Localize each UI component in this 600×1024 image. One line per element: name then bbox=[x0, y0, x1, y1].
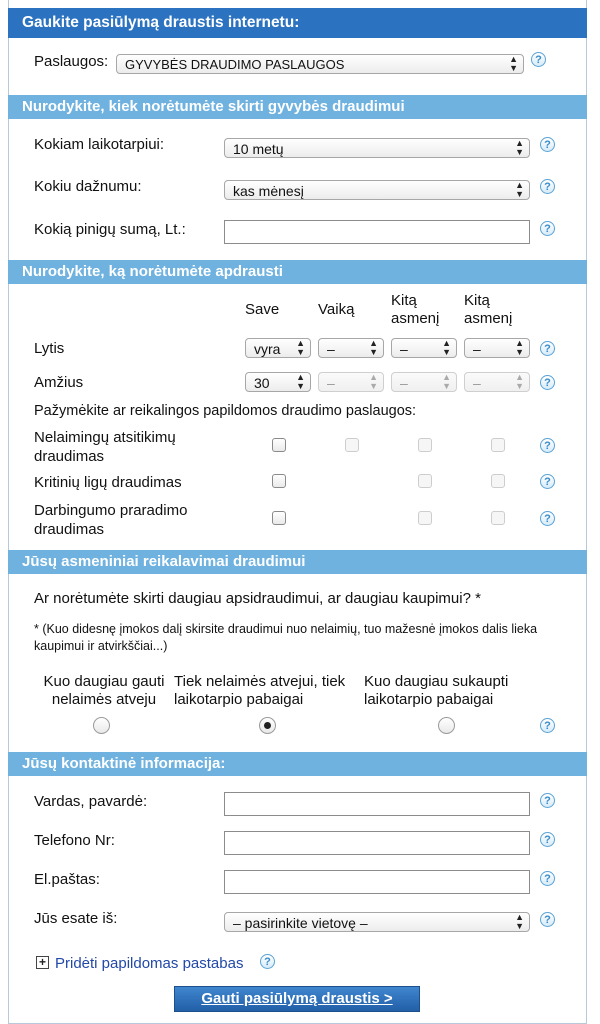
help-icon[interactable]: ? bbox=[540, 137, 555, 152]
option-radio-savings[interactable] bbox=[438, 717, 455, 734]
column-other-person-2: Kitą asmenį bbox=[464, 292, 513, 327]
help-icon[interactable]: ? bbox=[540, 511, 555, 526]
accident-checkbox-other-1[interactable] bbox=[418, 438, 432, 452]
select-arrows-icon: ▲ ▼ bbox=[515, 138, 524, 157]
option-radio-balanced[interactable] bbox=[259, 717, 276, 734]
section-contact-title: Jūsų kontaktinė informacija: bbox=[8, 752, 587, 776]
location-select[interactable]: – pasirinkite vietovę – ▲ ▼ bbox=[224, 912, 530, 932]
help-icon[interactable]: ? bbox=[540, 438, 555, 453]
section-requirements-title: Jūsų asmeniniai reikalavimai draudimui bbox=[8, 550, 587, 574]
column-child: Vaiką bbox=[318, 301, 355, 318]
extra-accident-label: Nelaimingų atsitikimų draudimas bbox=[34, 429, 176, 465]
help-icon[interactable]: ? bbox=[540, 832, 555, 847]
select-arrows-icon: ▲ ▼ bbox=[515, 372, 524, 391]
select-arrows-icon: ▲ ▼ bbox=[369, 338, 378, 357]
help-icon[interactable]: ? bbox=[540, 474, 555, 489]
gender-select-other-1[interactable]: – ▲ ▼ bbox=[391, 338, 457, 358]
select-arrows-icon: ▲ ▼ bbox=[515, 338, 524, 357]
extra-services-label: Pažymėkite ar reikalingos papildomos draudimo paslaugos: bbox=[34, 403, 417, 419]
section-amount-title: Nurodykite, kiek norėtumėte skirti gyvybės draudimui bbox=[8, 95, 587, 119]
column-other-person-1: Kitą asmenį bbox=[391, 292, 440, 327]
extra-critical-illness-label: Kritinių ligų draudimas bbox=[34, 474, 182, 491]
help-icon[interactable]: ? bbox=[540, 871, 555, 886]
phone-label: Telefono Nr: bbox=[34, 832, 115, 849]
select-arrows-icon: ▲ ▼ bbox=[442, 372, 451, 391]
name-label: Vardas, pavardė: bbox=[34, 793, 148, 810]
section-insured-title: Nurodykite, ką norėtumėte apdrausti bbox=[8, 260, 587, 284]
age-select-child[interactable]: – ▲ ▼ bbox=[318, 372, 384, 392]
location-label: Jūs esate iš: bbox=[34, 910, 118, 927]
select-arrows-icon: ▲ ▼ bbox=[509, 54, 518, 73]
accident-checkbox-child[interactable] bbox=[345, 438, 359, 452]
select-arrows-icon: ▲ ▼ bbox=[442, 338, 451, 357]
help-icon[interactable]: ? bbox=[540, 341, 555, 356]
help-icon[interactable]: ? bbox=[531, 52, 546, 67]
select-arrows-icon: ▲ ▼ bbox=[515, 180, 524, 199]
option-label-savings: Kuo daugiau sukaupti laikotarpio pabaigai bbox=[364, 673, 509, 708]
disability-checkbox-self[interactable] bbox=[272, 511, 286, 525]
select-arrows-icon: ▲ ▼ bbox=[369, 372, 378, 391]
name-input[interactable] bbox=[224, 792, 530, 816]
gender-select-self[interactable]: vyra ▲ ▼ bbox=[245, 338, 311, 358]
option-label-balanced: Tiek nelaimės atvejui, tiek laikotarpio pabaigai bbox=[174, 673, 346, 708]
accident-checkbox-self[interactable] bbox=[272, 438, 286, 452]
option-radio-accident[interactable] bbox=[93, 717, 110, 734]
help-icon[interactable]: ? bbox=[540, 718, 555, 733]
gender-select-child[interactable]: – ▲ ▼ bbox=[318, 338, 384, 358]
services-label: Paslaugos: bbox=[34, 53, 109, 70]
disability-checkbox-other-2[interactable] bbox=[491, 511, 505, 525]
critical-checkbox-self[interactable] bbox=[272, 474, 286, 488]
phone-input[interactable] bbox=[224, 831, 530, 855]
help-icon[interactable]: ? bbox=[540, 221, 555, 236]
period-select[interactable]: 10 metų ▲ ▼ bbox=[224, 138, 530, 158]
requirements-note: * (Kuo didesnę įmokos dalį skirsite draudimui nuo nelaimių, tuo mažesnė įmokos dalis lieka kaupimui ir atvirkščiai...) bbox=[34, 622, 538, 653]
gender-label: Lytis bbox=[34, 340, 65, 357]
age-label: Amžius bbox=[34, 374, 84, 391]
critical-checkbox-other-1[interactable] bbox=[418, 474, 432, 488]
help-icon[interactable]: ? bbox=[260, 954, 275, 969]
email-input[interactable] bbox=[224, 870, 530, 894]
disability-checkbox-other-1[interactable] bbox=[418, 511, 432, 525]
amount-input[interactable] bbox=[224, 220, 530, 244]
plus-icon[interactable]: + bbox=[36, 956, 49, 969]
amount-label: Kokią pinigų sumą, Lt.: bbox=[34, 221, 186, 238]
accident-checkbox-other-2[interactable] bbox=[491, 438, 505, 452]
help-icon[interactable]: ? bbox=[540, 912, 555, 927]
help-icon[interactable]: ? bbox=[540, 375, 555, 390]
help-icon[interactable]: ? bbox=[540, 793, 555, 808]
submit-button[interactable]: Gauti pasiūlymą draustis > bbox=[174, 986, 420, 1012]
select-arrows-icon: ▲ ▼ bbox=[296, 338, 305, 357]
period-label: Kokiam laikotarpiui: bbox=[34, 136, 165, 153]
frequency-select[interactable]: kas mėnesį ▲ ▼ bbox=[224, 180, 530, 200]
column-self: Save bbox=[245, 301, 280, 318]
age-select-other-2[interactable]: – ▲ ▼ bbox=[464, 372, 530, 392]
extra-disability-label: Darbingumo praradimo draudimas bbox=[34, 502, 188, 538]
requirements-question: Ar norėtumėte skirti daugiau apsidraudimui, ar daugiau kaupimui? * bbox=[34, 590, 481, 607]
email-label: El.paštas: bbox=[34, 871, 100, 888]
help-icon[interactable]: ? bbox=[540, 179, 555, 194]
frequency-label: Kokiu dažnumu: bbox=[34, 178, 142, 195]
select-arrows-icon: ▲ ▼ bbox=[296, 372, 305, 391]
gender-select-other-2[interactable]: – ▲ ▼ bbox=[464, 338, 530, 358]
form-title: Gaukite pasiūlymą draustis internetu: bbox=[8, 8, 587, 38]
option-label-accident: Kuo daugiau gauti nelaimės atveju bbox=[43, 673, 165, 708]
age-select-self[interactable]: 30 ▲ ▼ bbox=[245, 372, 311, 392]
select-arrows-icon: ▲ ▼ bbox=[515, 912, 524, 931]
critical-checkbox-other-2[interactable] bbox=[491, 474, 505, 488]
age-select-other-1[interactable]: – ▲ ▼ bbox=[391, 372, 457, 392]
services-select[interactable]: GYVYBĖS DRAUDIMO PASLAUGOS ▲ ▼ bbox=[116, 54, 524, 74]
add-notes-link[interactable]: Pridėti papildomas pastabas bbox=[55, 955, 244, 972]
